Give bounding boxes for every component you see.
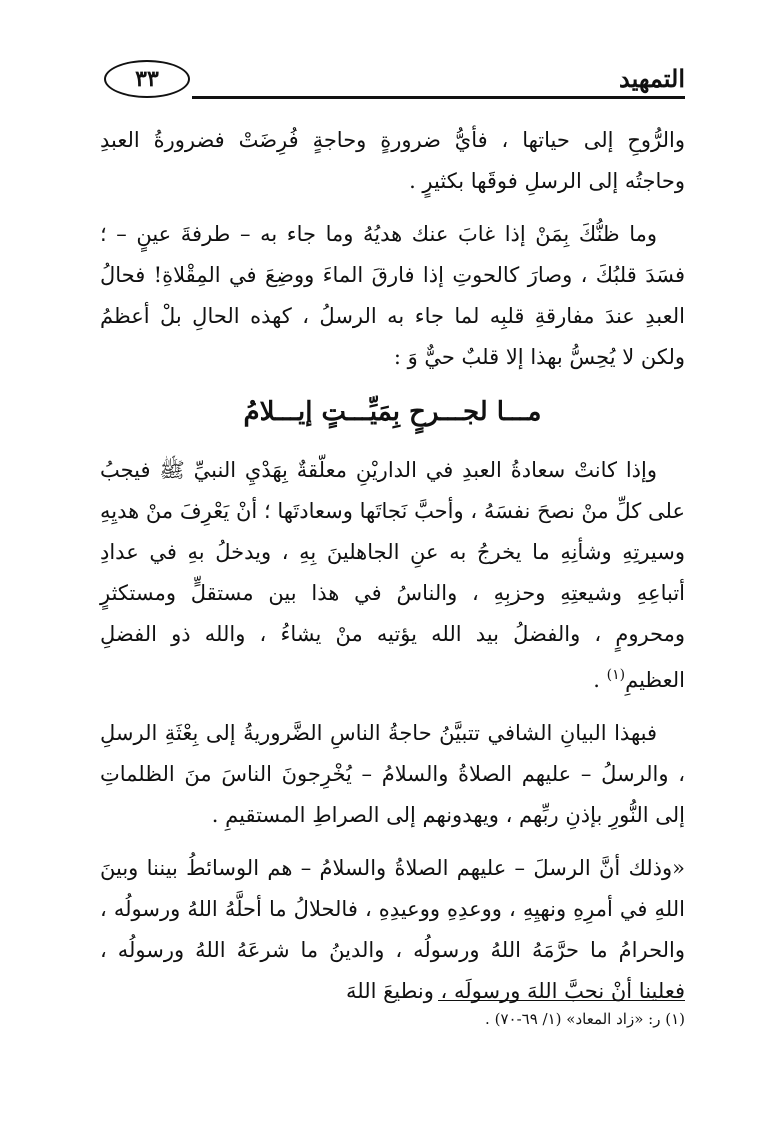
- paragraph: [100, 450, 685, 701]
- paragraph: «وذلك أنَّ الرسلَ – عليهم الصلاةُ والسلامُ – هم الوسائطُ بيننا وبينَ اللهِ في أمرِهِ ونهيِهِ ، ووعدِهِ ووعيدِهِ ، فالحلالُ ما أحلَّهُ اللهُ ورسولُه ، والحرامُ ما حرَّمَهُ اللهُ ورسولُه ، والدينُ ما شرعَهُ اللهُ ورسولُه ، فعلينا أنْ نحبَّ اللهَ ورسولَه ، ونطيعَ اللهَ: [100, 856, 685, 1003]
- page-number: ٣٣: [104, 60, 190, 98]
- paragraph: [100, 713, 685, 836]
- running-title: التمهيد: [619, 64, 685, 93]
- paragraph-text: وما ظنُّكَ بِمَنْ إذا غابَ عنك هديُهُ وما جاء به – طرفةَ عينٍ – ؛ فسَدَ قلبُكَ ، وصارَ كالحوتِ إذا فارقَ الماءَ ووضِعَ في المِقْلاةِ! فحالُ العبدِ عندَ مفارقةِ قلبِه لما جاء به الرسلُ ، كهذه الحالِ بلْ أعظمُ ولكن لا يُحِسُّ بهذا إلا قلبٌ حيٌّ وَ :: [100, 222, 685, 369]
- paragraph: والرُّوحِ إلى حياتها ، فأيُّ ضرورةٍ وحاجةٍ فُرِضَتْ فضرورةُ العبدِ وحاجتُه إلى الرسلِ فوقَها بكثيرٍ .: [100, 128, 685, 193]
- page-header: [100, 60, 685, 102]
- paragraph-end: .: [593, 668, 607, 692]
- paragraph: [100, 214, 685, 378]
- footnote-marker[interactable]: (١): [606, 667, 626, 683]
- footnote-rule: [438, 1000, 685, 1001]
- footnote: (١) ر: «زاد المعاد» (١/ ٦٩-٧٠) .: [485, 1010, 685, 1028]
- page-body: [100, 120, 685, 1024]
- paragraph-text: فبهذا البيانِ الشافي تتبيَّنُ حاجةُ الناسِ الضَّروريةُ إلى بِعْثَةِ الرسلِ ، والرسلُ – عليهم الصلاةُ والسلامُ – يُخْرِجونَ الناسَ منَ الظلماتِ إلى النُّورِ بإذنِ ربِّهم ، ويهدونهم إلى الصراطِ المستقيمِ .: [100, 721, 685, 827]
- section-heading: مـــا لجـــرحٍ بِمَيِّـــتٍ إيـــلامُ: [243, 397, 542, 427]
- header-rule: [192, 96, 685, 99]
- paragraph-text: وإذا كانتْ سعادةُ العبدِ في الداريْنِ معلّقةٌ بِهَدْيِ النبيِّ ﷺ فيجبُ على كلِّ منْ نصحَ نفسَهُ ، وأحبَّ نَجاتَها وسعادتَها ؛ أنْ يَعْرِفَ منْ هديِهِ وسيرتِهِ وشأنِهِ ما يخرجُ به عنِ الجاهلينَ بِهِ ، ويدخلُ بهِ في عدادِ أتباعِهِ وشيعتِهِ وحزبِهِ ، والناسُ في هذا بين مستقلٍّ ومستكثرٍ ومحرومٍ ، والفضلُ بيد الله يؤتيه منْ يشاءُ ، والله ذو الفضلِ العظيمِ: [100, 458, 685, 692]
